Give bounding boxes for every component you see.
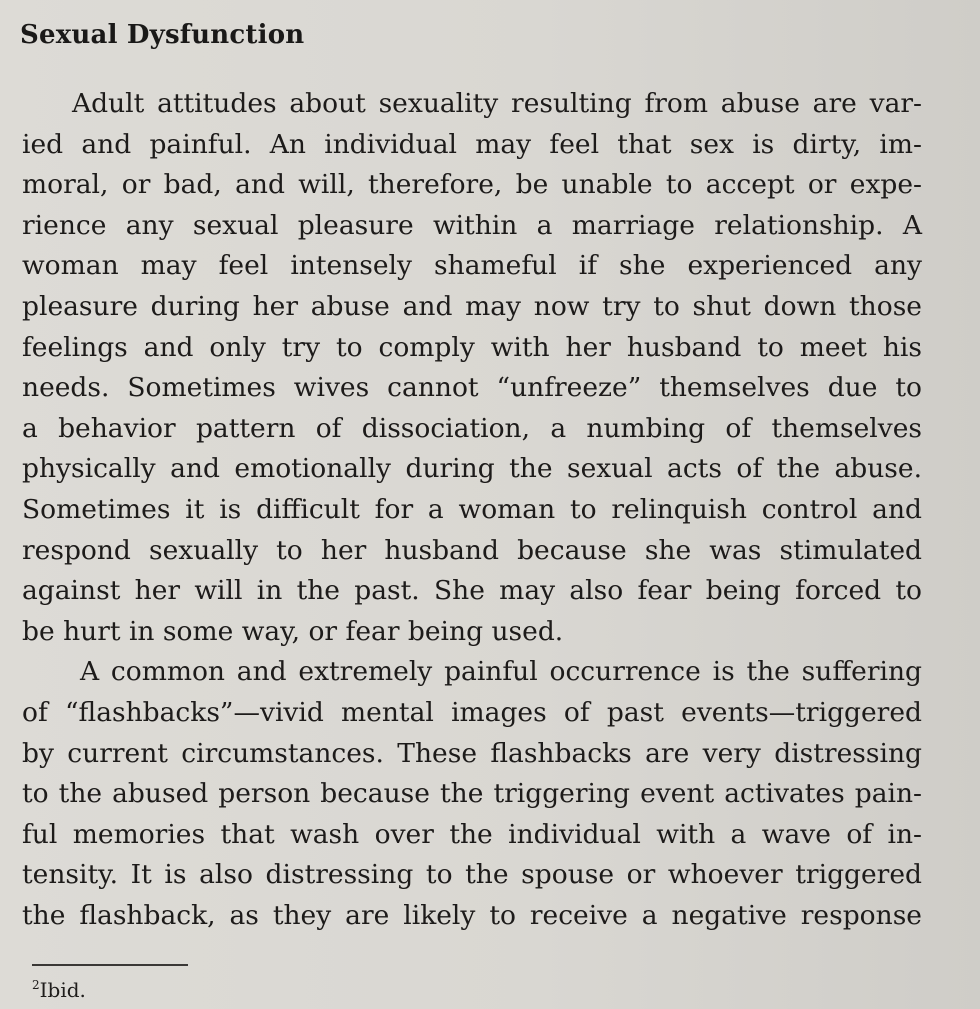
- paragraph-line: the flashback, as they are likely to receive a negative response: [22, 899, 922, 931]
- paragraph-line: against her will in the past. She may also fear being forced to: [22, 575, 922, 607]
- paragraph-line: needs. Sometimes wives cannot “unfreeze” themselves due to: [22, 372, 922, 404]
- paragraph-line: physically and emotionally during the sexual acts of the abuse.: [22, 453, 922, 485]
- paragraph-line: respond sexually to her husband because she was stimulated: [22, 534, 922, 566]
- paragraph-line: a behavior pattern of dissociation, a numbing of themselves: [22, 412, 922, 444]
- paragraph-line: woman may feel intensely shameful if she experienced any: [22, 250, 922, 282]
- paragraph-line: moral, or bad, and will, therefore, be unable to accept or expe-: [22, 169, 922, 201]
- paragraph-line: of “flashbacks”—vivid mental images of past events—triggered: [22, 696, 922, 728]
- footnote-marker: 2: [32, 978, 40, 992]
- paragraph-line: feelings and only try to comply with her husband to meet his: [22, 331, 922, 363]
- paragraph-line: tensity. It is also distressing to the spouse or whoever triggered: [22, 859, 922, 891]
- paragraph-line: pleasure during her abuse and may now try to shut down those: [22, 290, 922, 322]
- footnote-text: Ibid.: [39, 978, 86, 1002]
- paragraph-line: A common and extremely painful occurrence is the suffering: [80, 656, 922, 688]
- footnote: [32, 978, 86, 1002]
- section-heading: Sexual Dysfunction: [20, 20, 305, 50]
- paragraph-line: be hurt in some way, or fear being used.: [22, 615, 564, 647]
- paragraph-line: rience any sexual pleasure within a marriage relationship. A: [22, 209, 922, 241]
- paragraph-line: to the abused person because the triggering event activates pain-: [22, 778, 922, 810]
- paragraph-line: by current circumstances. These flashbacks are very distressing: [22, 737, 922, 769]
- footnote-divider: [32, 964, 188, 966]
- paragraph-line: Adult attitudes about sexuality resulting from abuse are var-: [72, 88, 922, 119]
- paragraph-line: ied and painful. An individual may feel that sex is dirty, im-: [22, 128, 922, 160]
- paragraph-line: ful memories that wash over the individual with a wave of in-: [22, 818, 922, 850]
- paragraph-line: Sometimes it is difficult for a woman to relinquish control and: [22, 493, 922, 525]
- body-text: [22, 84, 922, 936]
